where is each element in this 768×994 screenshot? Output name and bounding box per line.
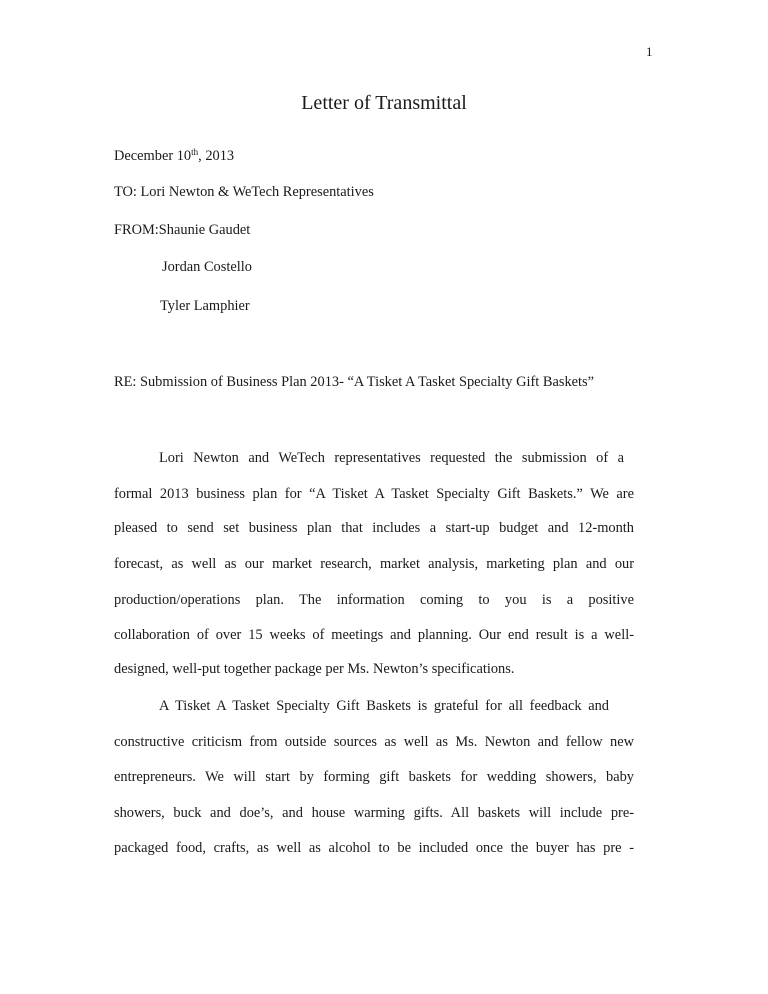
date-year: , 2013 (198, 148, 235, 164)
re-line: RE: Submission of Business Plan 2013- “A Tisket A Tasket Specialty Gift Baskets” (114, 374, 595, 390)
paragraph-1-line: formal 2013 business plan for “A Tisket A Tasket Specialty Gift Baskets.” We are (114, 486, 634, 502)
page-number: 1 (646, 44, 653, 59)
letter-title: Letter of Transmittal (301, 92, 467, 114)
paragraph-1-line: Lori Newton and WeTech representatives requested the submission of a (159, 450, 624, 466)
from-name-2: Tyler Lamphier (160, 298, 250, 314)
paragraph-2-line: packaged food, crafts, as well as alcohol to be included once the buyer has pre - (114, 840, 634, 856)
paragraph-2-line: entrepreneurs. We will start by forming gift baskets for wedding showers, baby (114, 769, 634, 785)
paragraph-1-line: forecast, as well as our market research, market analysis, marketing plan and our (114, 556, 634, 572)
paragraph-1-line: production/operations plan. The information coming to you is a positive (114, 592, 634, 608)
to-line: TO: Lori Newton & WeTech Representatives (114, 184, 374, 200)
from-line: FROM:Shaunie Gaudet (114, 222, 251, 238)
letter-date (114, 148, 234, 165)
date-ordinal: th (191, 147, 199, 157)
paragraph-1-line: collaboration of over 15 weeks of meetings and planning. Our end result is a well- (114, 627, 634, 643)
from-name-1: Jordan Costello (162, 259, 252, 275)
date-day: December 10 (114, 148, 192, 164)
paragraph-2-line: constructive criticism from outside sources as well as Ms. Newton and fellow new (114, 734, 634, 750)
paragraph-1-line: pleased to send set business plan that includes a start-up budget and 12-month (114, 520, 634, 536)
paragraph-2-line: showers, buck and doe’s, and house warming gifts. All baskets will include pre- (114, 805, 634, 821)
paragraph-2-line: A Tisket A Tasket Specialty Gift Baskets is grateful for all feedback and (159, 698, 609, 714)
paragraph-1-line: designed, well-put together package per Ms. Newton’s specifications. (114, 661, 515, 677)
